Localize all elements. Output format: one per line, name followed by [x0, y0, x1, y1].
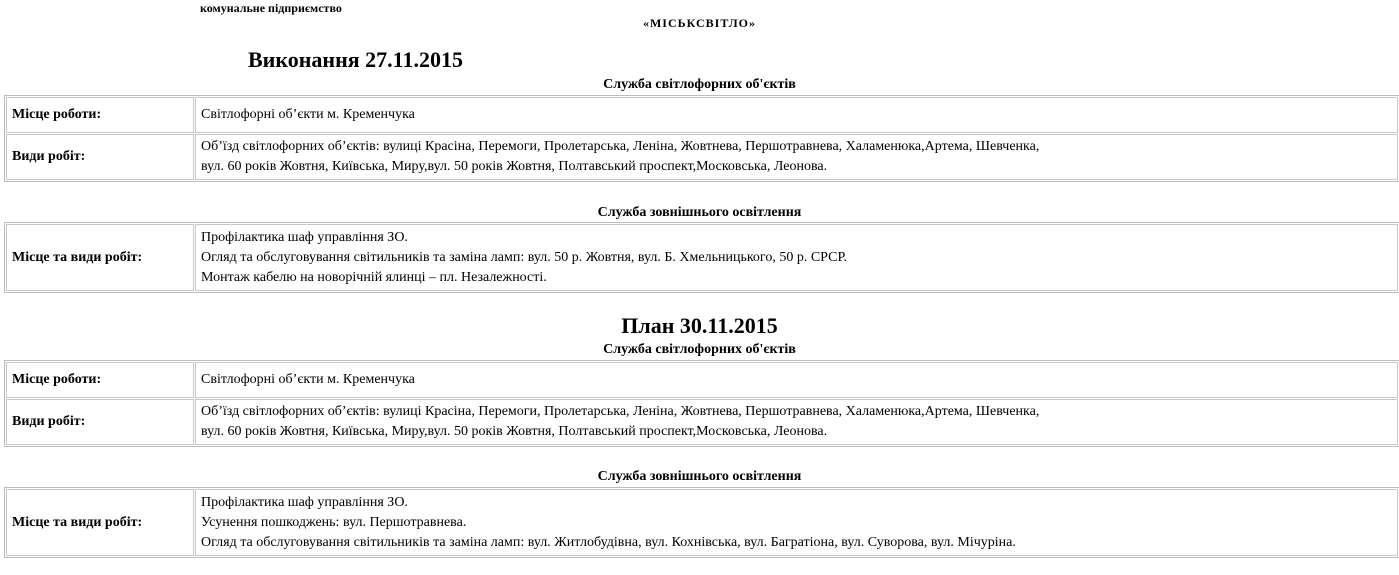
- row-value: [195, 134, 1398, 180]
- plan-heading: План 30.11.2015: [621, 313, 778, 338]
- row-label: Місце роботи:: [6, 97, 194, 133]
- plan-traffic-table: [4, 360, 1399, 447]
- table-row: [6, 489, 1398, 556]
- value-line: Світлофорні об’єкти м. Кременчука: [201, 372, 415, 387]
- value-line: вул. 60 років Жовтня, Київська, Миру,вул. 50 років Жовтня, Полтавський проспект,Московська, Леонова.: [201, 424, 828, 439]
- value-line: Усунення пошкоджень: вул. Першотравнева.: [201, 514, 467, 530]
- lighting-service-title: Служба зовнішнього освітлення: [597, 205, 802, 220]
- value-line: Світлофорні об’єкти м. Кременчука: [201, 107, 415, 122]
- table-row: [6, 362, 1398, 398]
- plan-lighting-table: [4, 487, 1399, 558]
- traffic-service-title: Служба світлофорних об'єктів: [603, 77, 796, 92]
- execution-heading: Виконання 27.11.2015: [248, 47, 463, 72]
- row-label: Місце та види робіт:: [6, 224, 194, 291]
- row-value: [195, 362, 1398, 398]
- table-row: [6, 399, 1398, 445]
- value-line: Профілактика шаф управління ЗО.: [201, 494, 408, 510]
- table-row: [6, 134, 1398, 180]
- organization-name: «МІСЬКСВІТЛО»: [642, 16, 757, 30]
- row-value: [195, 224, 1398, 291]
- value-line: Об’їзд світлофорних об’єктів: вулиці Красіна, Перемоги, Пролетарська, Леніна, Жовтнева, Першотравнева, Халаменюка,Артема, Шевченка,: [201, 139, 1040, 154]
- row-label: Види робіт:: [6, 134, 194, 180]
- value-line: Об’їзд світлофорних об’єктів: вулиці Красіна, Перемоги, Пролетарська, Леніна, Жовтнева, Першотравнева, Халаменюка,Артема, Шевченка,: [201, 404, 1040, 419]
- row-value: [195, 399, 1398, 445]
- row-label: Місце та види робіт:: [6, 489, 194, 556]
- value-line: Огляд та обслуговування світильників та заміна ламп: вул. Житлобудівна, вул. Кохнівська, вул. Багратіона, вул. Суворова, вул. Мічуріна.: [201, 534, 1016, 550]
- value-line: вул. 60 років Жовтня, Київська, Миру,вул. 50 років Жовтня, Полтавський проспект,Московська, Леонова.: [201, 159, 828, 174]
- row-value: [195, 489, 1398, 556]
- row-value: [195, 97, 1398, 133]
- value-line: Монтаж кабелю на новорічній ялинці – пл. Незалежності.: [201, 269, 547, 285]
- row-label: Місце роботи:: [6, 362, 194, 398]
- lighting-service-title: Служба зовнішнього освітлення: [597, 469, 802, 484]
- table-row: [6, 224, 1398, 291]
- execution-lighting-table: [4, 222, 1399, 293]
- traffic-service-title: Служба світлофорних об'єктів: [603, 342, 796, 357]
- value-line: Огляд та обслуговування світильників та заміна ламп: вул. 50 р. Жовтня, вул. Б. Хмельницького, 50 р. СРСР.: [201, 249, 847, 265]
- execution-traffic-table: [4, 95, 1399, 182]
- organization-type: комунальне підприємство: [200, 1, 342, 15]
- value-line: Профілактика шаф управління ЗО.: [201, 229, 408, 245]
- row-label: Види робіт:: [6, 399, 194, 445]
- table-row: [6, 97, 1398, 133]
